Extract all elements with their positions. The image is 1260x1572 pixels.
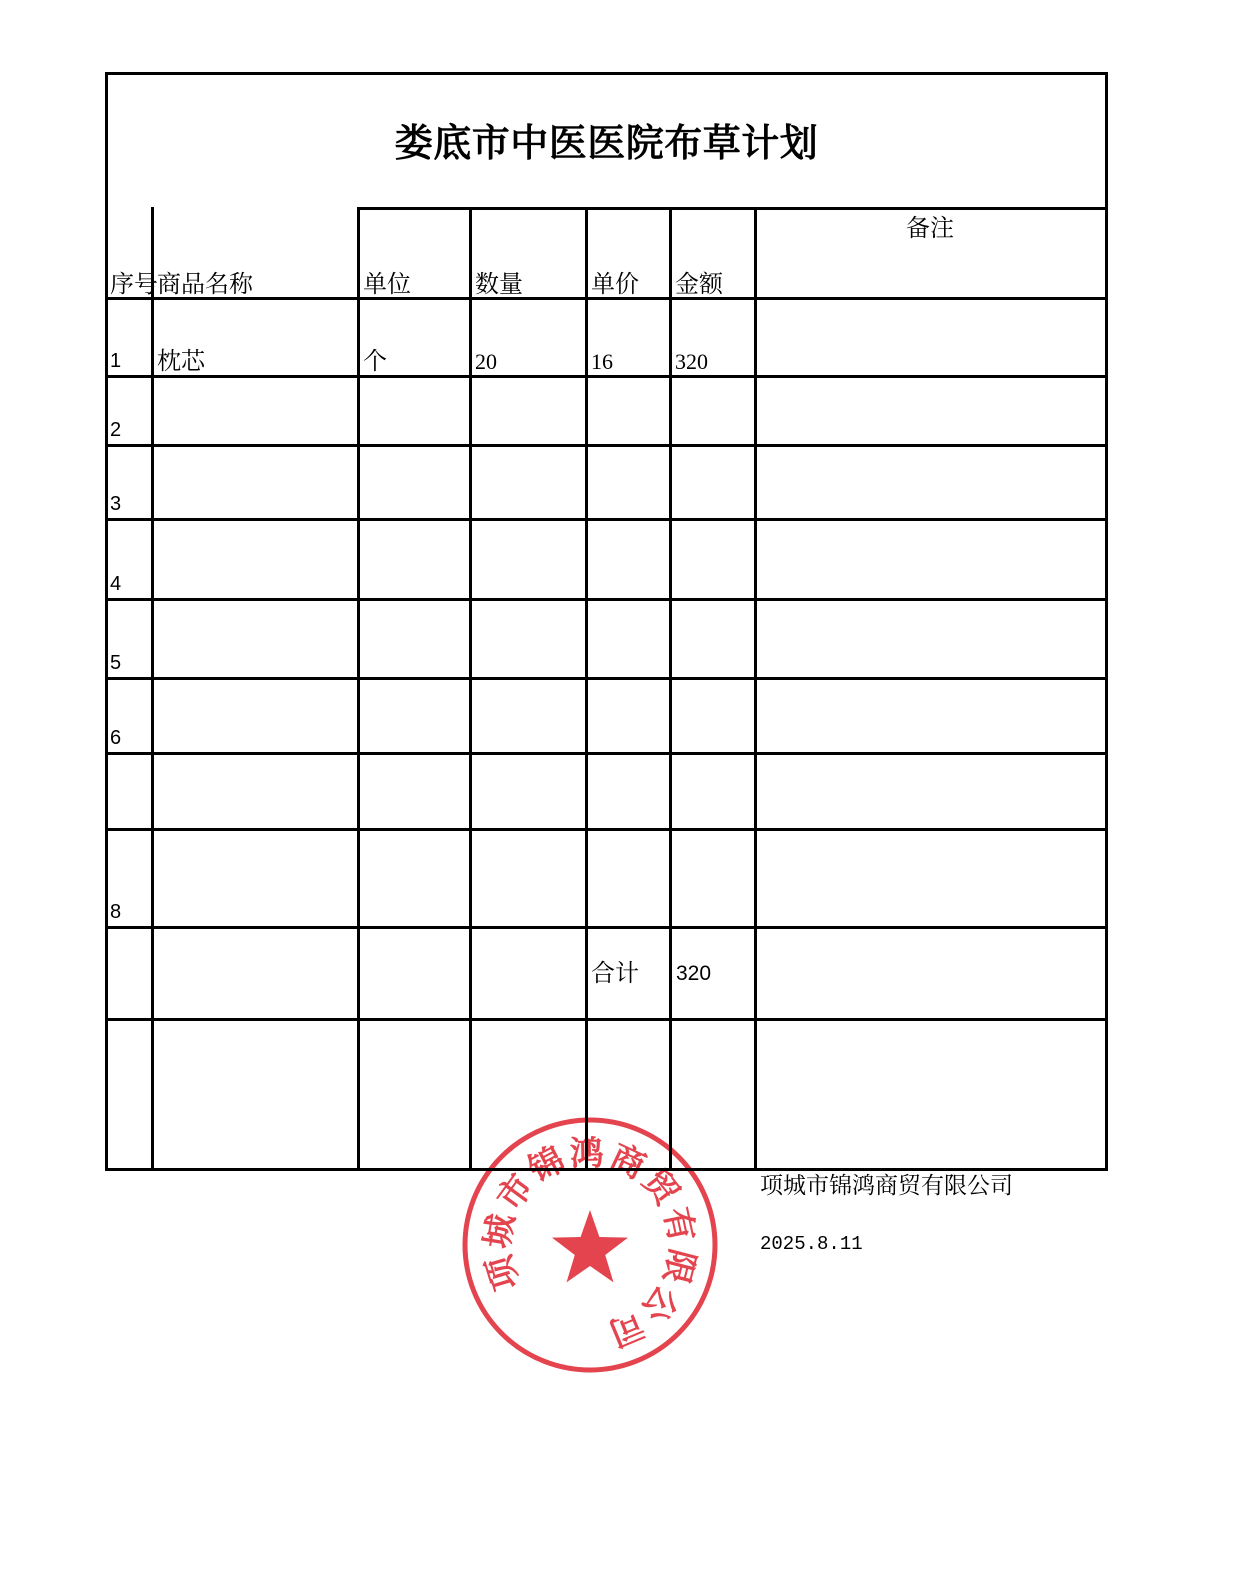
row-3-amount: [669, 444, 754, 518]
row-7-unit: [357, 752, 469, 828]
row-7-qty: [469, 752, 585, 828]
row-4-qty: [469, 518, 585, 598]
row-1-amount: 320: [669, 297, 754, 375]
row-1-unit: 个: [357, 297, 469, 375]
row-7-amount: [669, 752, 754, 828]
blank-row-note: [754, 1018, 1105, 1168]
row-1-no: 1: [105, 297, 151, 375]
row-2-qty: [469, 375, 585, 444]
row-8-note: [754, 828, 1105, 926]
total-row-note: [754, 926, 1105, 1018]
total-row-no: [105, 926, 151, 1018]
row-2-name: [151, 375, 357, 444]
row-5-note: [754, 598, 1105, 677]
row-3-qty: [469, 444, 585, 518]
issue-date: 2025.8.11: [760, 1233, 863, 1255]
issuer-company: 项城市锦鸿商贸有限公司: [760, 1173, 1013, 1198]
header-no: 序号: [105, 207, 151, 297]
row-6-note: [754, 677, 1105, 752]
row-5-no: 5: [105, 598, 151, 677]
row-2-amount: [669, 375, 754, 444]
blank-row-unit: [357, 1018, 469, 1168]
row-8-amount: [669, 828, 754, 926]
row-5-amount: [669, 598, 754, 677]
row-3-unit: [357, 444, 469, 518]
row-1-name: 枕芯: [151, 297, 357, 375]
row-8-no: 8: [105, 828, 151, 926]
row-7-price: [585, 752, 669, 828]
row-4-amount: [669, 518, 754, 598]
row-6-name: [151, 677, 357, 752]
row-5-price: [585, 598, 669, 677]
row-2-no: 2: [105, 375, 151, 444]
document-title: 娄底市中医医院布草计划: [394, 121, 819, 165]
seal-text: 项城市锦鸿商贸有限公司: [477, 1133, 703, 1355]
row-2-price: [585, 375, 669, 444]
row-5-qty: [469, 598, 585, 677]
row-6-qty: [469, 677, 585, 752]
row-4-note: [754, 518, 1105, 598]
total-row-name: [151, 926, 357, 1018]
row-6-unit: [357, 677, 469, 752]
row-1-price: 16: [585, 297, 669, 375]
row-6-price: [585, 677, 669, 752]
row-3-note: [754, 444, 1105, 518]
row-8-qty: [469, 828, 585, 926]
row-6-amount: [669, 677, 754, 752]
row-2-note: [754, 375, 1105, 444]
row-1-qty: 20: [469, 297, 585, 375]
row-6-no: 6: [105, 677, 151, 752]
header-unit: 单位: [357, 207, 469, 297]
row-3-no: 3: [105, 444, 151, 518]
header-name: 商品名称: [151, 207, 357, 297]
row-8-price: [585, 828, 669, 926]
header-qty: 数量: [469, 207, 585, 297]
row-8-name: [151, 828, 357, 926]
header-note: 备注: [754, 207, 1105, 297]
row-5-name: [151, 598, 357, 677]
row-2-unit: [357, 375, 469, 444]
total-row-unit: [357, 926, 469, 1018]
row-8-unit: [357, 828, 469, 926]
row-4-no: 4: [105, 518, 151, 598]
company-seal: [455, 1110, 725, 1380]
header-price: 单价: [585, 207, 669, 297]
row-7-note: [754, 752, 1105, 828]
total-label: 合计: [585, 926, 669, 1018]
row-7-no: [105, 752, 151, 828]
total-amount: 320: [669, 926, 754, 1018]
row-4-unit: [357, 518, 469, 598]
row-4-price: [585, 518, 669, 598]
blank-row-name: [151, 1018, 357, 1168]
header-amount: 金额: [669, 207, 754, 297]
row-4-name: [151, 518, 357, 598]
row-5-unit: [357, 598, 469, 677]
plan-table: [105, 207, 1108, 1171]
row-3-price: [585, 444, 669, 518]
title-area: [105, 72, 1108, 207]
row-3-name: [151, 444, 357, 518]
total-row-qty: [469, 926, 585, 1018]
row-1-note: [754, 297, 1105, 375]
blank-row-no: [105, 1018, 151, 1168]
star-icon: [552, 1210, 628, 1282]
row-7-name: [151, 752, 357, 828]
